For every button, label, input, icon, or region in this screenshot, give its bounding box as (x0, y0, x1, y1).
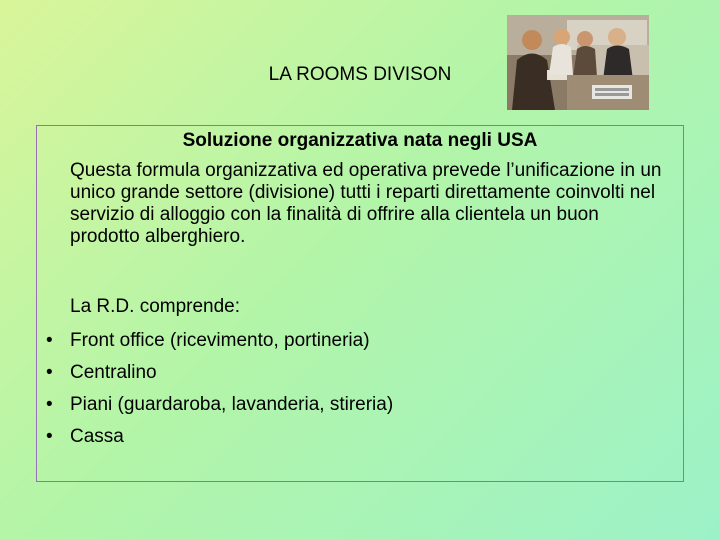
list-item-text: Cassa (70, 426, 124, 447)
content-heading: Soluzione organizzativa nata negli USA (182, 130, 538, 151)
list-item (0, 426, 720, 458)
hotel-reception-photo (507, 15, 649, 110)
list-item (0, 330, 720, 362)
list-item (0, 362, 720, 394)
description-paragraph: Questa formula organizzativa ed operativa prevede l’unificazione in un unico grande settore (divisione) tutti i reparti direttamente coinvolti nel servizio di alloggio con la finalità di offrire alla clientela un buon prodotto alberghiero. (70, 160, 662, 247)
intro-line: La R.D. comprende: (70, 296, 241, 317)
slide-title-text: LA ROOMS DIVISON (268, 64, 452, 85)
list-item (0, 394, 720, 426)
bullet: • (46, 426, 53, 447)
list-item-text: Piani (guardaroba, lavanderia, stireria) (70, 394, 394, 415)
bullet: • (46, 330, 53, 351)
bullet: • (46, 362, 53, 383)
list-item-text: Front office (ricevimento, portineria) (70, 330, 370, 351)
department-list (0, 330, 720, 458)
list-item-text: Centralino (70, 362, 157, 383)
bullet: • (46, 394, 53, 415)
